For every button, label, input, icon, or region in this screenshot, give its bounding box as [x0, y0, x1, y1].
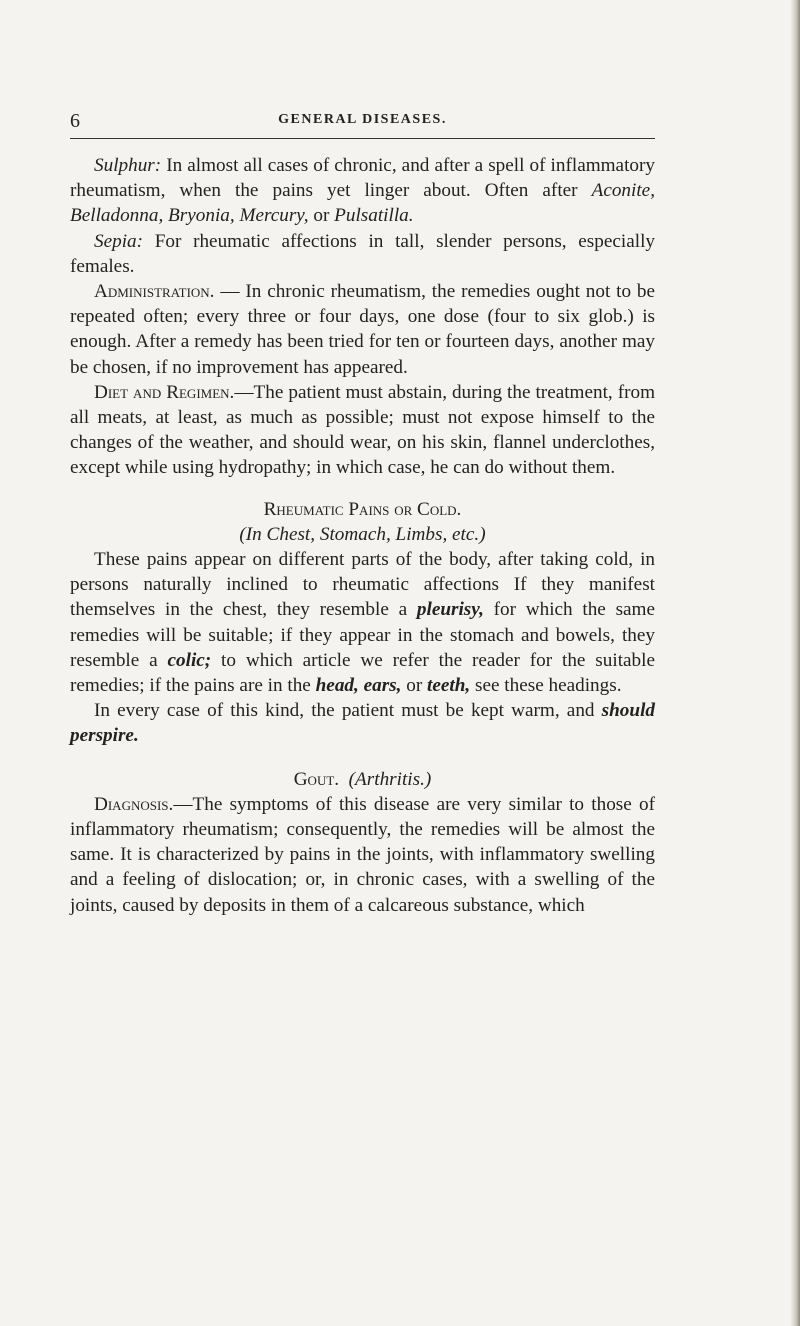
gout-heading: Gout. (Arthritis.) — [293, 768, 432, 790]
diagnosis-paragraph: Diagnosis.—The symptoms of this disease are very similar to those of inflammatory rheumatism; consequently, the remedies will be almost the same. It is characterized by pains in the joints, with inflammatory swelling and a feeling of dislocation; or, in chronic cases, with a swelling of the joints, caused by deposits in them of a calcareous substance, which — [70, 793, 655, 916]
diet-paragraph: Diet and Regimen.—The patient must abstain, during the treatment, from all meats, at least, as much as possible; must not expose himself to the changes of the weather, and should wear, on his skin, flannel underclothes, except while using hydropathy; in which case, he can do without them. — [70, 381, 655, 479]
sepia-name: Sepia: — [94, 230, 144, 252]
page-number: 6 — [70, 110, 80, 132]
diet-label: Diet and Regimen. — [94, 381, 235, 403]
sepia-paragraph: Sepia: For rheumatic affections in tall, slender persons, especially females. — [70, 230, 655, 277]
administration-label: Administration. — [94, 281, 215, 303]
sulphur-name: Sulphur: — [94, 155, 162, 176]
running-header — [70, 110, 655, 139]
book-page — [70, 110, 655, 918]
page-edge-shadow — [790, 0, 800, 1326]
sulphur-paragraph: Sulphur: In almost all cases of chronic, and after a spell of inflammatory rheumatism, when the pains yet linger about. Often after Aconite, Belladonna, Bryonia, Mercury, or Pulsatilla. — [70, 155, 655, 227]
administration-paragraph: Administration. — In chronic rheumatism, the remedies ought not to be repeated often; every three or four days, one dose (four to six glob.) is enough. After a remedy has been tried for ten or fourteen days, another may be chosen, if no improvement has appeared. — [70, 281, 655, 378]
warm-paragraph: In every case of this kind, the patient must be kept warm, and should perspire. — [70, 700, 655, 747]
running-title: GENERAL DISEASES. — [278, 112, 447, 127]
diagnosis-label: Diagnosis. — [94, 793, 174, 815]
rheumatic-pains-paragraph: These pains appear on different parts of the body, after taking cold, in persons naturally inclined to rheumatic affections If they manifest themselves in the chest, they resemble a pleurisy, for which the same remedies will be suitable; if they appear in the stomach and bowels, they resemble a colic; to which article we refer the reader for the suitable remedies; if the pains are in the head, ears, or teeth, see these headings. — [70, 549, 655, 697]
rheumatic-pains-heading: Rheumatic Pains or Cold. — [263, 498, 462, 520]
rheumatic-pains-subheading: (In Chest, Stomach, Limbs, etc.) — [239, 523, 486, 545]
